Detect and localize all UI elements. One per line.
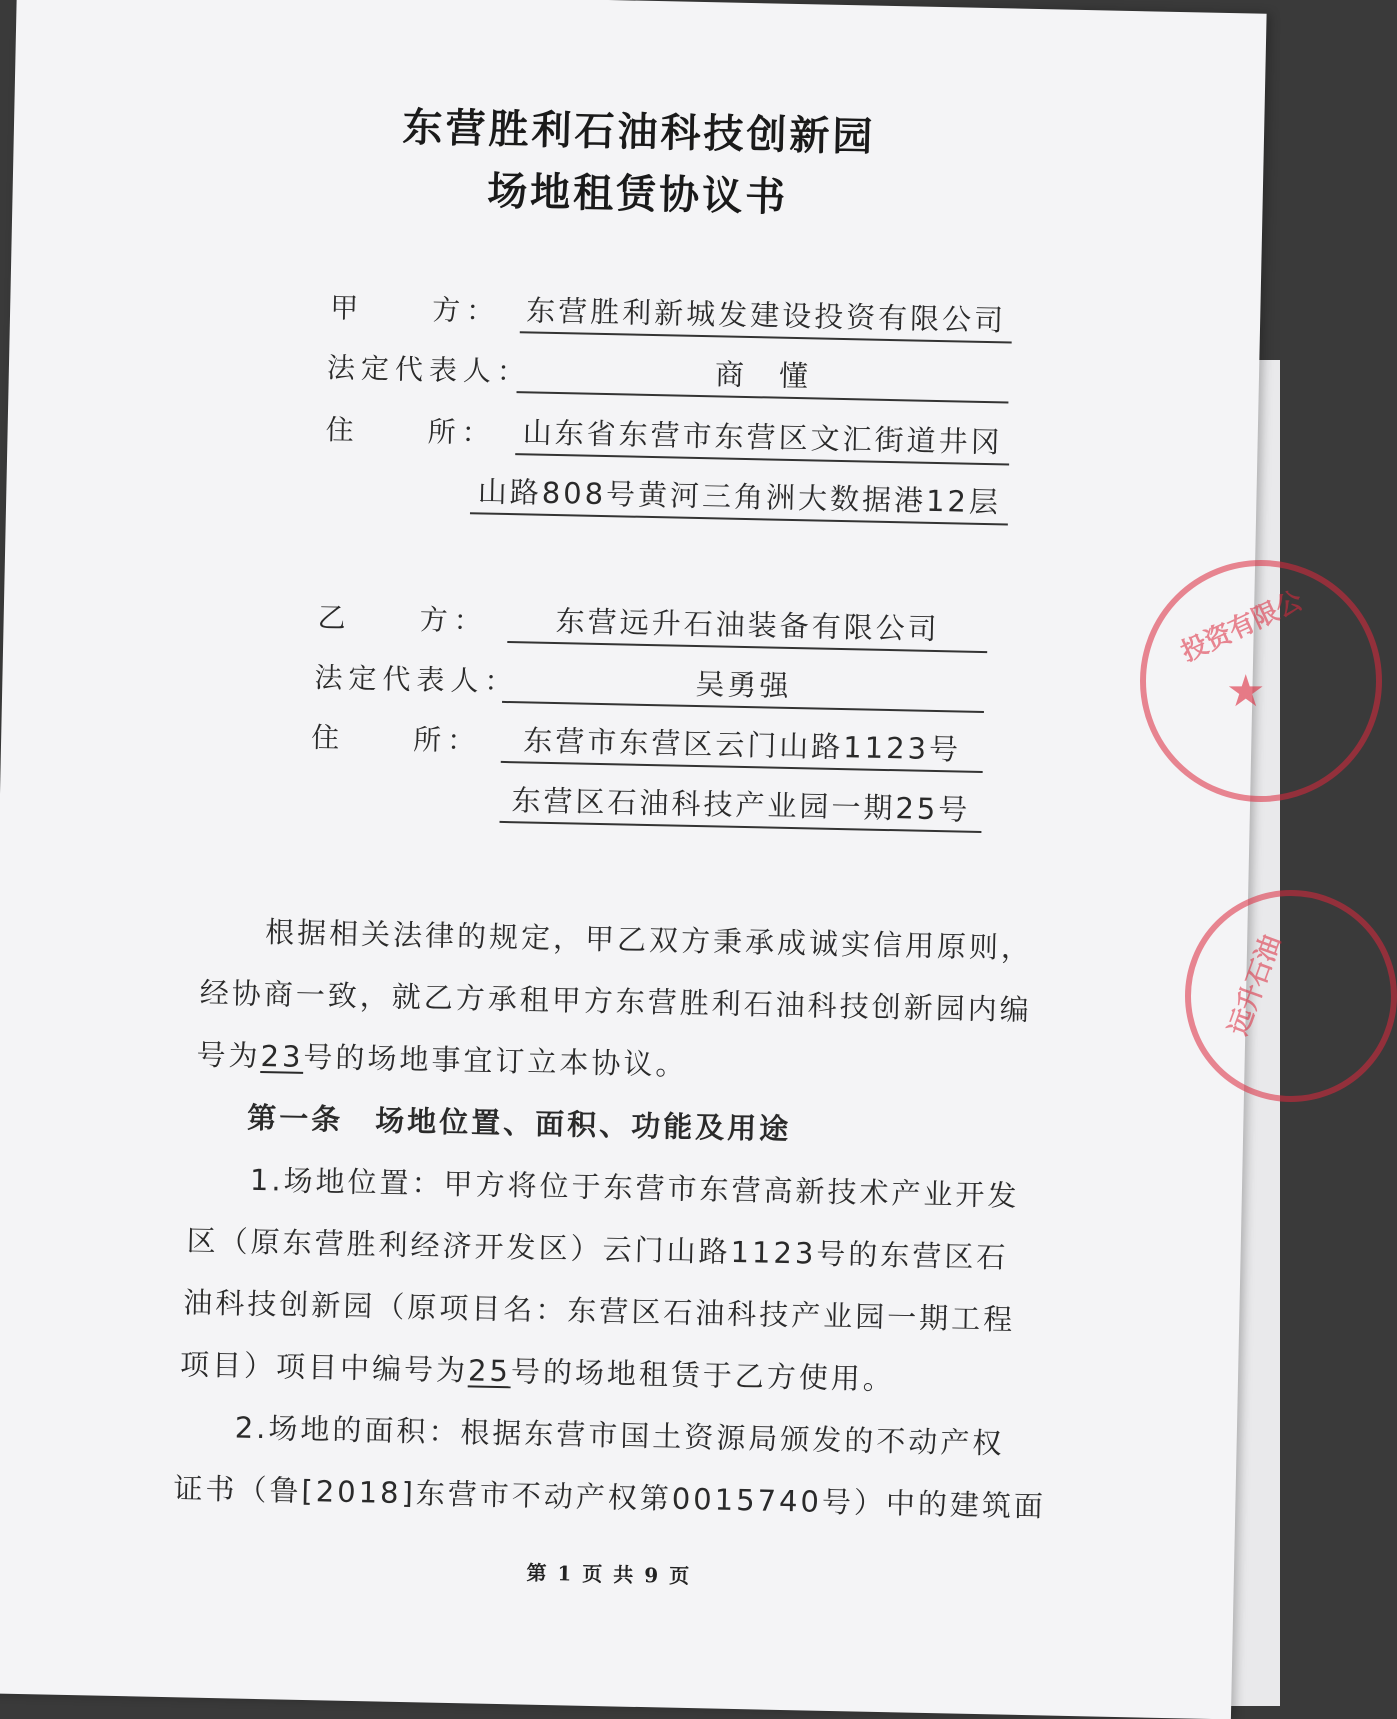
party-b-address-line1: 东营市东营区云门山路1123号	[501, 718, 984, 773]
party-b-address-line2: 东营区石油科技产业园一期25号	[499, 778, 982, 833]
article-line: 1.场地位置：甲方将位于东营市东营高新技术产业开发	[249, 1162, 1020, 1213]
party-a-address-label: 住 所：	[325, 413, 497, 450]
star-icon: ★	[1226, 666, 1266, 717]
intro-line: 号为23号的场地事宜订立本协议。	[196, 1037, 688, 1082]
site-number: 23	[260, 1038, 304, 1074]
party-b-label: 乙 方：	[317, 601, 489, 638]
intro-line: 根据相关法律的规定，甲乙双方秉承成诚实信用原则，	[264, 915, 1034, 966]
article-heading: 第一条 场地位置、面积、功能及用途	[246, 1100, 792, 1147]
party-b-name: 东营远升石油装备有限公司	[507, 598, 988, 653]
document-subtitle: 场地租赁协议书	[486, 168, 789, 221]
seal-a-text: 投资有限公	[1176, 585, 1308, 668]
page-number: 第 1 页 共 9 页	[526, 1560, 692, 1589]
seal-b-text: 远升石油	[1223, 931, 1288, 1040]
intro-line: 经协商一致，就乙方承租甲方东营胜利石油科技创新园内编	[199, 975, 1033, 1028]
site-number: 25	[467, 1353, 512, 1389]
company-seal-a	[1140, 560, 1382, 802]
party-a-address-line1: 山东省东营市东营区文汇街道井冈	[515, 410, 1010, 465]
article-line: 2.场地的面积：根据东营市国土资源局颁发的不动产权	[234, 1410, 1005, 1461]
document-title: 东营胜利石油科技创新园	[402, 104, 876, 161]
party-a-address-line2: 山路808号黄河三角洲大数据港12层	[470, 469, 1009, 525]
article-line: 证书（鲁[2018]东营市不动产权第0015740号）中的建筑面	[173, 1471, 1047, 1524]
party-b-rep-label: 法定代表人：	[314, 660, 519, 699]
article-line: 油科技创新园（原项目名：东营区石油科技产业园一期工程	[183, 1285, 1016, 1337]
party-a-rep: 商 懂	[517, 348, 1010, 403]
company-seal-b	[1185, 890, 1397, 1102]
party-a-name: 东营胜利新城发建设投资有限公司	[520, 288, 1013, 343]
party-a-label: 甲 方：	[329, 291, 501, 328]
article-line: 区（原东营胜利经济开发区）云门山路1123号的东营区石	[186, 1223, 1009, 1275]
article-line: 项目）项目中编号为25号的场地租赁于乙方使用。	[179, 1347, 896, 1397]
party-a-rep-label: 法定代表人：	[326, 351, 532, 389]
party-b-address-label: 住 所：	[310, 720, 482, 758]
party-b-rep: 吴勇强	[502, 658, 985, 713]
